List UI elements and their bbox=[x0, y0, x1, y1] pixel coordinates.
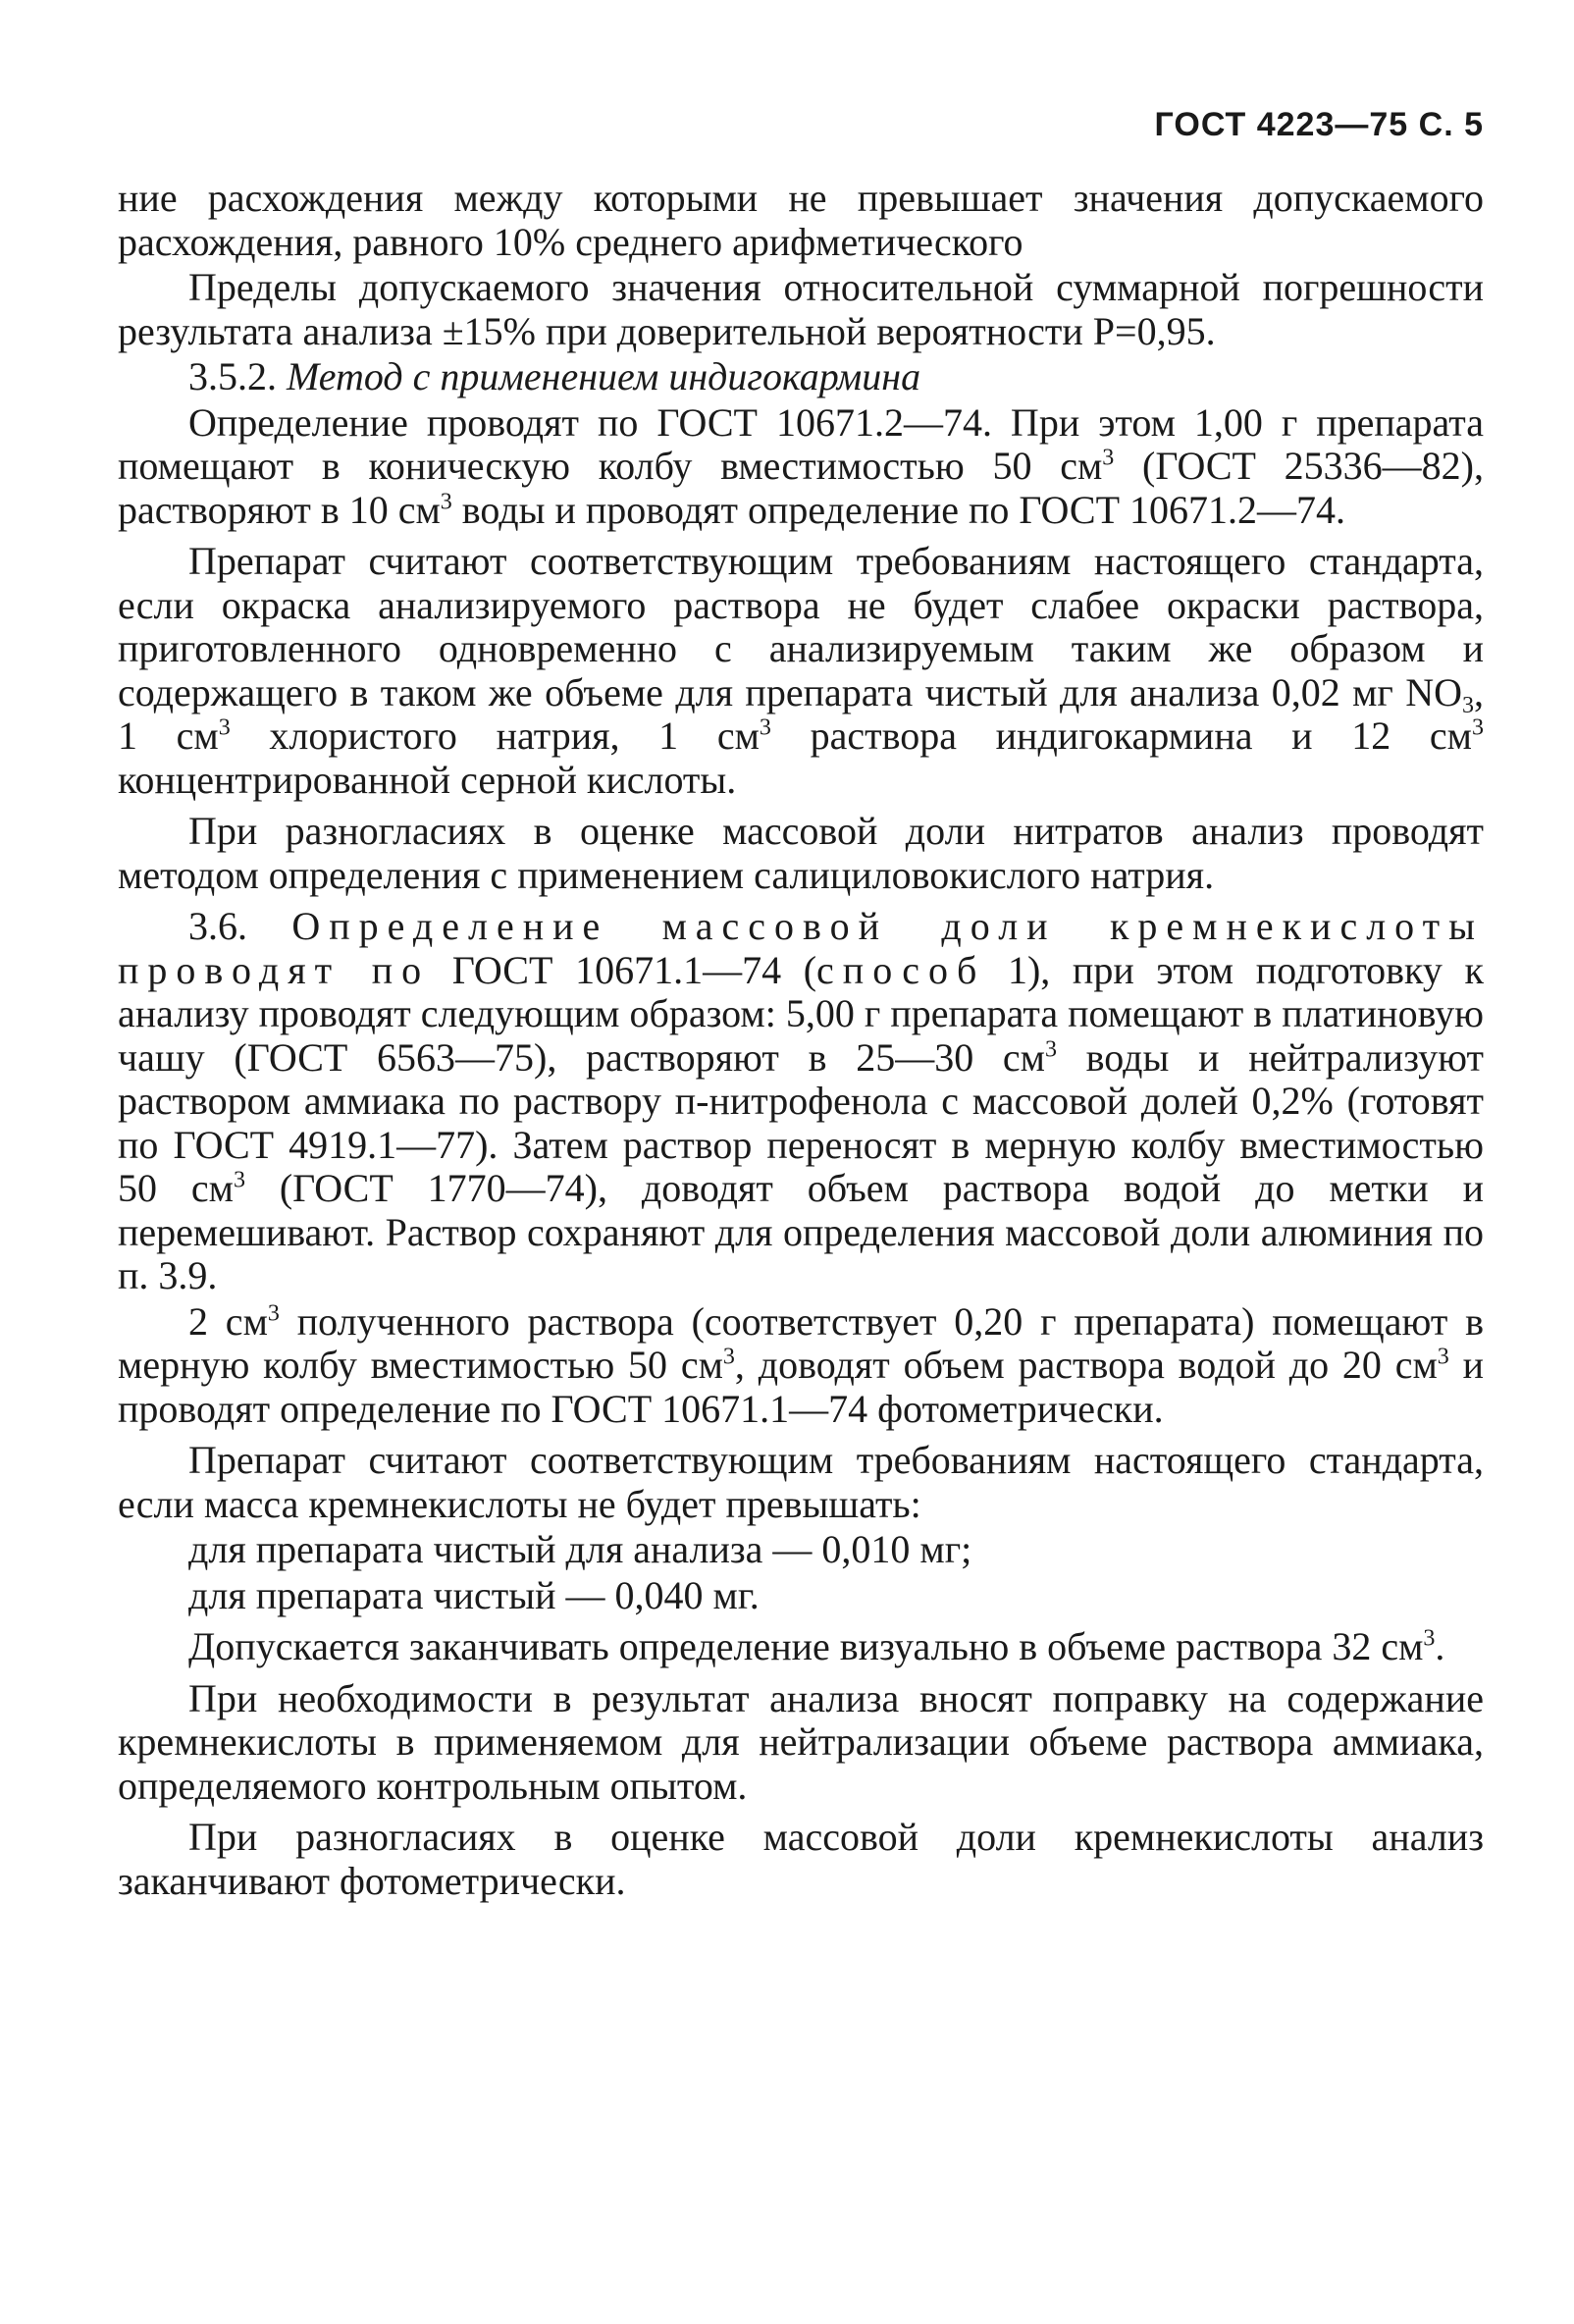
text-run: воды и проводят определение по ГОСТ 10671.2—74. bbox=[451, 487, 1346, 532]
paragraph-indigocarmine-procedure bbox=[118, 401, 1484, 533]
document-body bbox=[118, 177, 1484, 1905]
paragraph-error-limits: Пределы допускаемого значения относительной суммарной погрешности результата анализа ±15% при доверительной вероятности Р=0,95. bbox=[118, 265, 1484, 353]
paragraph-nitrate-disputes: При разногласиях в оценке массовой доли нитратов анализ проводят методом определения с применением салициловокислого натрия. bbox=[118, 809, 1484, 897]
paragraph-nitrate-criteria bbox=[118, 540, 1484, 802]
text-run: (ГОСТ 25336—82), растворяют в 10 см bbox=[118, 444, 1484, 532]
paragraph-continuation: ние расхождения между которыми не превышает значения допускаемого расхождения, равного 10% среднего арифметического bbox=[118, 176, 1484, 264]
paragraph-aliquot bbox=[118, 1300, 1484, 1432]
text-run: раствора индигокармина и 12 см bbox=[770, 713, 1472, 758]
text-run: концентрированной серной кислоты. bbox=[118, 757, 737, 802]
text-run: (ГОСТ 1770—74), доводят объем раствора водой до метки и перемешивают. Раствор сохраняют для определения массовой доли алюминия по п. 3.9. bbox=[118, 1166, 1484, 1297]
text-run: . bbox=[1435, 1624, 1445, 1668]
text-run: 1), при этом подготовку к анализу проводят следующим образом: 5,00 г препарата помещают в платиновую чашу (ГОСТ 6563—75), растворяют в 25—30 см bbox=[118, 947, 1484, 1080]
text-run: Препарат считают соответствующим требованиям настоящего стандарта, если окраска анализируемого раствора не будет слабее окраски раствора, приготовленного одновременно с анализируемым таким же образом и содержащего в таком же объеме для препарата чистый для анализа 0,02 мг NO bbox=[118, 539, 1484, 714]
superscript: 3 bbox=[1423, 1625, 1436, 1652]
text-run: хлористого натрия, 1 см bbox=[230, 713, 760, 758]
section-number: 3.6. bbox=[188, 904, 247, 948]
text-run: , доводят объем раствора водой до 20 см bbox=[734, 1343, 1438, 1387]
superscript: 3 bbox=[759, 714, 771, 741]
superscript: 3 bbox=[1437, 1344, 1449, 1370]
section-number: 3.5.2. bbox=[188, 354, 277, 398]
superscript: 3 bbox=[722, 1344, 735, 1370]
section-3-5-2-heading bbox=[118, 355, 1484, 399]
superscript: 3 bbox=[1044, 1036, 1057, 1063]
text-run: и проводят определение по ГОСТ 10671.1—74 фотометрически. bbox=[118, 1343, 1485, 1431]
paragraph-correction: При необходимости в результат анализа вносят поправку на содержание кремнекислоты в применяемом для нейтрализации объеме раствора аммиака, определяемого контрольным опытом. bbox=[118, 1675, 1484, 1808]
section-3-6-silicic-acid bbox=[118, 905, 1484, 1298]
superscript: 3 bbox=[233, 1167, 245, 1193]
superscript: 3 bbox=[267, 1300, 280, 1327]
superscript: 3 bbox=[218, 714, 231, 741]
text-run: Допускается заканчивать определение визуально в объеме раствора 32 см bbox=[188, 1624, 1424, 1668]
paragraph-visual-option bbox=[118, 1625, 1484, 1669]
paragraph-silicic-criteria: Препарат считают соответствующим требованиям настоящего стандарта, если масса кремнекислоты не будет превышать: bbox=[118, 1438, 1484, 1526]
text-run: Определение проводят по ГОСТ 10671.2—74. При этом 1,00 г препарата помещают в коническую колбу вместимостью 50 см bbox=[118, 399, 1484, 488]
spaced-heading-text: Определение массовой доли кремнекислоты проводят по bbox=[118, 904, 1484, 992]
text-run: воды и нейтрализуют раствором аммиака по раствору п-нитрофенола с массовой долей 0,2% (готовят по ГОСТ 4919.1—77). Затем раствор переносят в мерную колбу вместимостью 50 см bbox=[118, 1034, 1484, 1210]
text-run: ГОСТ 10671.1—74 ( bbox=[430, 947, 817, 992]
text-run: , 1 см bbox=[118, 669, 1484, 758]
list-item-pure-for-analysis: для препарата чистый для анализа — 0,010 мг; bbox=[188, 1527, 972, 1571]
text-run: полученного раствора (соответствует 0,20 г препарата) помещают в мерную колбу вместимостью 50 см bbox=[118, 1298, 1484, 1387]
superscript: 3 bbox=[1102, 445, 1115, 471]
section-title: Метод с применением индигокармина bbox=[287, 354, 921, 398]
superscript: 3 bbox=[440, 489, 452, 515]
text-run: 2 см bbox=[188, 1298, 268, 1344]
spaced-text: способ bbox=[816, 947, 986, 992]
superscript: 3 bbox=[1471, 714, 1484, 741]
list-item-pure: для препарата чистый — 0,040 мг. bbox=[188, 1572, 760, 1617]
subscript: 3 bbox=[1462, 692, 1474, 718]
page-header: ГОСТ 4223—75 С. 5 bbox=[1154, 106, 1484, 143]
paragraph-silicic-disputes: При разногласиях в оценке массовой доли кремнекислоты анализ заканчивают фотометрически. bbox=[118, 1815, 1484, 1903]
